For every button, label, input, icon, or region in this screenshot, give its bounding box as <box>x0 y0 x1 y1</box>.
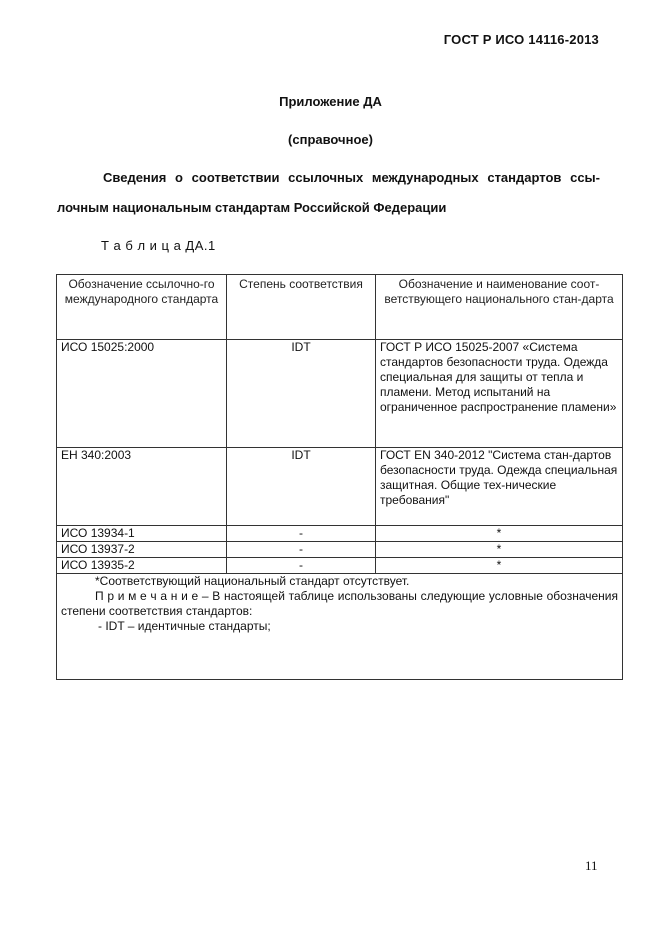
cell-degree: - <box>227 542 376 558</box>
appendix-title: Приложение ДА <box>279 94 382 109</box>
cell-designation: ИСО 15025:2000 <box>57 340 227 448</box>
document-code: ГОСТ Р ИСО 14116-2013 <box>443 32 599 47</box>
table-header-row <box>57 275 623 340</box>
table-notes-row <box>57 574 623 680</box>
page-number: 11 <box>585 858 598 873</box>
cell-degree: IDT <box>227 448 376 526</box>
table-row <box>57 340 623 448</box>
cell-designation: ЕН 340:2003 <box>57 448 227 526</box>
cell-designation: ИСО 13935-2 <box>57 558 227 574</box>
table-note: П р и м е ч а н и е – В настоящей таблице использованы следующие условные обозначения степени соответствия стандартов: <box>61 589 618 618</box>
table-row <box>57 558 623 574</box>
cell-designation: ИСО 13934-1 <box>57 526 227 542</box>
column-header-degree: Степень соответствия <box>227 275 376 340</box>
cell-national: * <box>376 526 623 542</box>
cell-national: ГОСТ Р ИСО 15025-2007 «Система стандартов безопасности труда. Одежда специальная для защиты от тепла и пламени. Метод испытаний на ограниченное распространение пламени» <box>376 340 623 448</box>
appendix-heading-line1: Сведения о соответствии ссылочных международных стандартов ссы- <box>103 170 600 185</box>
correspondence-table-wrapper <box>56 274 622 708</box>
cell-degree: - <box>227 558 376 574</box>
table-row <box>57 448 623 526</box>
cell-national: ГОСТ EN 340-2012 "Система стан-дартов безопасности труда. Одежда специальная защитная. Общие тех-нические требования" <box>376 448 623 526</box>
table-row <box>57 526 623 542</box>
column-header-designation: Обозначение ссылочно-го международного стандарта <box>57 275 227 340</box>
cell-degree: IDT <box>227 340 376 448</box>
cell-national: * <box>376 542 623 558</box>
footnote: *Соответствующий национальный стандарт отсутствует. <box>95 574 410 588</box>
correspondence-table <box>56 274 623 680</box>
table-caption: Т а б л и ц а ДА.1 <box>101 238 216 253</box>
cell-degree: - <box>227 526 376 542</box>
cell-designation: ИСО 13937-2 <box>57 542 227 558</box>
table-notes-cell <box>57 574 623 680</box>
appendix-subtitle: (справочное) <box>288 132 373 147</box>
cell-national: * <box>376 558 623 574</box>
column-header-national: Обозначение и наименование соот-ветствующего национального стан-дарта <box>376 275 623 340</box>
note-item-idt: - IDT – идентичные стандарты; <box>98 619 271 633</box>
appendix-heading-line2: лочным национальным стандартам Российской Федерации <box>57 200 447 215</box>
table-row <box>57 542 623 558</box>
